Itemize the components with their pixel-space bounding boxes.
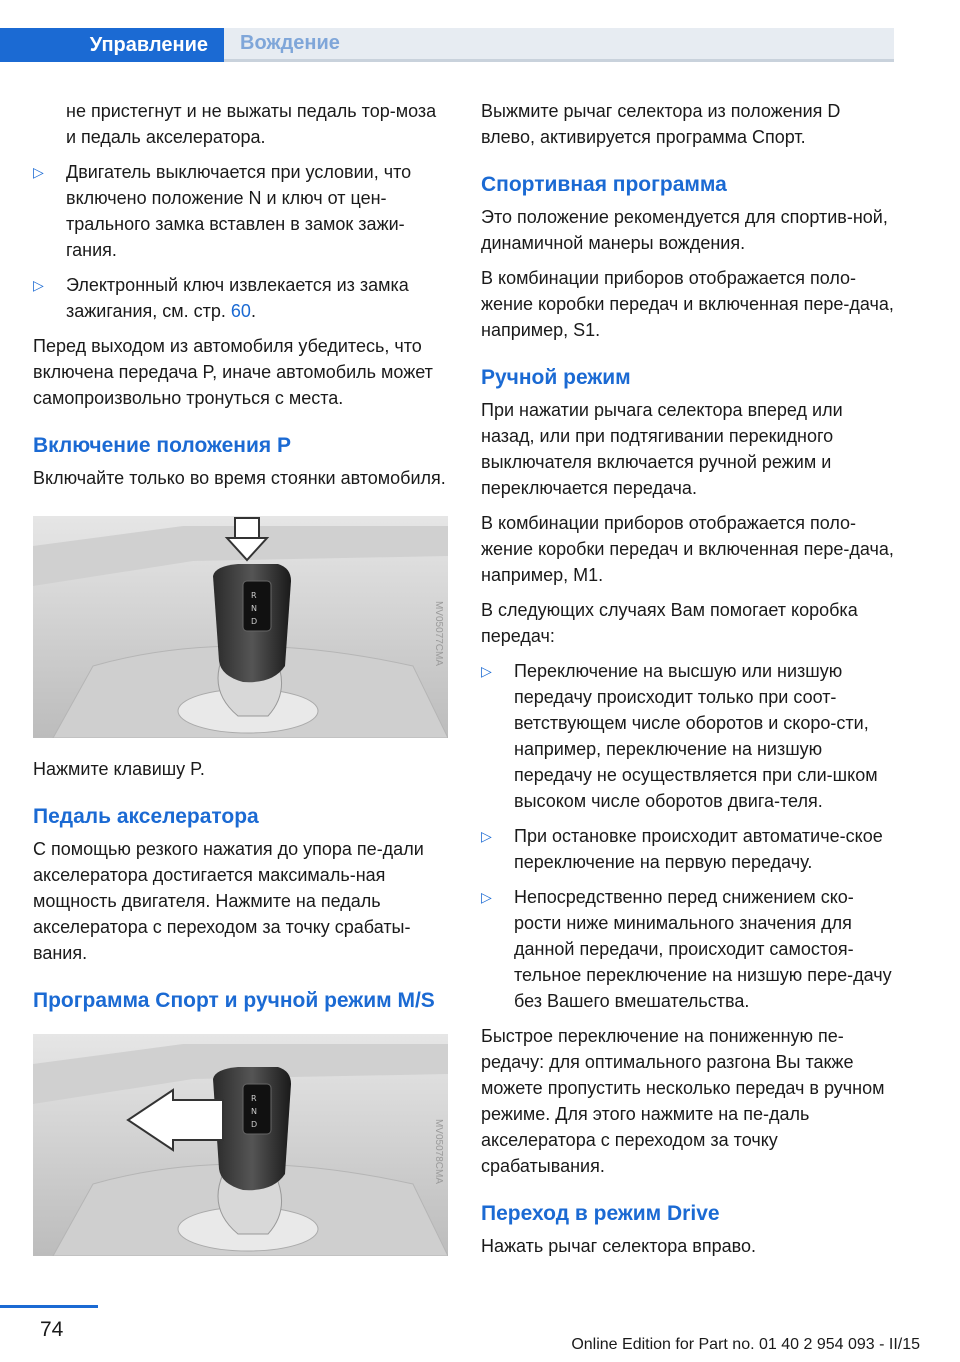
paragraph: Включайте только во время стоянки автомобиля. bbox=[33, 468, 446, 488]
paragraph: Это положение рекомендуется для спортив-ной, динамичной манеры вождения. bbox=[481, 207, 888, 253]
bullet-text: Переключение на высшую или низшую передачу происходит только при соот-ветствующем числе оборотов и скоро-сти, например, переключение на низшую передачу не осуществляется при сли-шком высоком числе оборотов двига-теля. bbox=[514, 661, 878, 811]
gear-selector-photo bbox=[33, 516, 448, 738]
bullet-text: Электронный ключ извлекается из замка зажигания, см. стр. bbox=[66, 275, 409, 321]
triangle-right-icon: ▷ bbox=[481, 828, 492, 844]
section-heading: Педаль акселератора bbox=[33, 805, 259, 828]
page-link[interactable]: 60 bbox=[230, 301, 251, 321]
paragraph: Выжмите рычаг селектора из положения D влево, активируется программа Спорт. bbox=[481, 101, 841, 147]
svg-text:D: D bbox=[251, 617, 258, 626]
section-heading: Спортивная программа bbox=[481, 173, 727, 196]
right-column bbox=[481, 98, 896, 1268]
bullet-item bbox=[481, 658, 896, 814]
paragraph: Быстрое переключение на пониженную пе-редачу: для оптимального разгона Вы также можете пропустить несколько передач в ручном режиме. Для этого нажмите на пе-даль акселератора с переходом за точку срабатывания. bbox=[481, 1026, 885, 1176]
gear-selector-illustration bbox=[33, 516, 448, 738]
svg-text:N: N bbox=[251, 1107, 257, 1116]
paragraph: При нажатии рычага селектора вперед или назад, или при подтягивании перекидного выключателя включается ручной режим и переключается передача. bbox=[481, 400, 843, 498]
gear-selector-photo bbox=[33, 1034, 448, 1256]
intro-text: не пристегнут и не выжаты педаль тор-моза и педаль акселератора. bbox=[66, 101, 437, 147]
page-header bbox=[0, 0, 960, 62]
svg-text:N: N bbox=[251, 604, 257, 613]
svg-text:R: R bbox=[251, 591, 257, 600]
bullet-item bbox=[481, 823, 896, 875]
edition-info: Online Edition for Part no. 01 40 2 954 093 - II/15 bbox=[571, 1336, 920, 1353]
paragraph: Перед выходом из автомобиля убедитесь, что включена передача P, иначе автомобиль может самопроизвольно тронуться с места. bbox=[33, 336, 433, 408]
triangle-right-icon: ▷ bbox=[481, 663, 492, 679]
section-heading: Включение положения P bbox=[33, 434, 291, 457]
tab-control[interactable]: Управление bbox=[0, 28, 224, 62]
gear-selector-illustration bbox=[33, 1034, 448, 1256]
image-code: MV05078CMA bbox=[433, 1118, 444, 1184]
paragraph: С помощью резкого нажатия до упора пе-дали акселератора достигается максималь-ная мощность двигателя. Нажмите на педаль акселератора с переходом за точку срабаты-вания. bbox=[33, 839, 424, 963]
svg-text:R: R bbox=[251, 1094, 257, 1103]
bullet-text: Непосредственно перед снижением ско-рости ниже минимального значения для данной передачи, происходит самостоя-тельное переключение на низшую пере-дачу без Вашего вмешательства. bbox=[514, 887, 892, 1011]
svg-text:D: D bbox=[251, 1120, 258, 1129]
bullet-continuation bbox=[33, 98, 448, 150]
triangle-right-icon: ▷ bbox=[33, 164, 44, 180]
triangle-right-icon: ▷ bbox=[33, 277, 44, 293]
bullet-text-end: . bbox=[250, 301, 256, 321]
tab-driving[interactable]: Вождение bbox=[224, 28, 894, 62]
section-heading: Программа Спорт и ручной режим M/S bbox=[33, 989, 435, 1012]
caption: Нажмите клавишу P. bbox=[33, 759, 205, 779]
left-column bbox=[33, 98, 448, 1274]
paragraph: В комбинации приборов отображается поло-жение коробки передач и включенная пере-дача, например, M1. bbox=[481, 513, 894, 585]
page-number: 74 bbox=[40, 1318, 64, 1341]
bullet-item bbox=[481, 884, 896, 1014]
paragraph: В комбинации приборов отображается поло-жение коробки передач и включенная пере-дача, например, S1. bbox=[481, 268, 894, 340]
section-heading: Переход в режим Drive bbox=[481, 1202, 720, 1225]
paragraph: В следующих случаях Вам помогает коробка передач: bbox=[481, 600, 858, 646]
bullet-text: Двигатель выключается при условии, что включено положение N и ключ от цен-трального замка вставлен в замок зажи-гания. bbox=[66, 162, 412, 260]
bullet-text: При остановке происходит автоматиче-ское переключение на первую передачу. bbox=[514, 826, 883, 872]
footer-accent-line bbox=[0, 1305, 98, 1308]
paragraph: Нажать рычаг селектора вправо. bbox=[481, 1236, 756, 1256]
image-code: MV05077CMA bbox=[433, 600, 444, 666]
bullet-item bbox=[33, 159, 448, 263]
triangle-right-icon: ▷ bbox=[481, 889, 492, 905]
bullet-item bbox=[33, 272, 448, 324]
section-heading: Ручной режим bbox=[481, 366, 631, 389]
